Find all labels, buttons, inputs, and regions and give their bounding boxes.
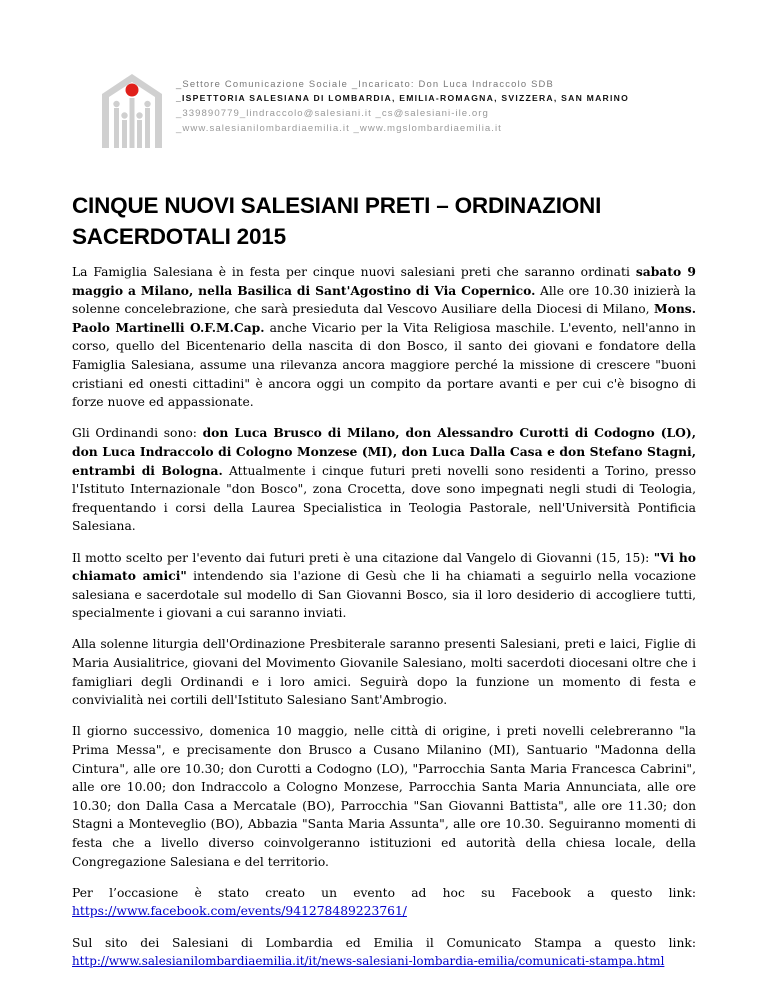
text-run: Per l’occasione è stato creato un evento ad hoc su Facebook a questo link:: [72, 885, 696, 900]
press-release-link[interactable]: http://www.salesianilombardiaemilia.it/it/news-salesiani-lombardia-emilia/comunicati-stampa.html: [72, 954, 665, 969]
document-body: [72, 263, 696, 983]
letterhead-contacts-line: _339890779_lindraccolo@salesiani.it _cs@salesiani-ile.org: [176, 108, 489, 119]
text-run: intendendo sia l'azione di Gesù che li ha chiamati a seguirlo nella vocazione salesiana e sacerdotale sul modello di San Giovanni Bosco, sia il loro desiderio di accogliere tutti, specialmente i giovani a cui saranno inviati.: [72, 569, 696, 621]
letterhead-websites-line: _www.salesianilombardiaemilia.it _www.mgslombardiaemilia.it: [176, 123, 502, 134]
text-run: Alla solenne liturgia dell'Ordinazione Presbiterale saranno presenti Salesiani, preti e laici, Figlie di Maria Ausialitrice, giovani del Movimento Giovanile Salesiano, molti sacerdoti diocesani oltre che i famigliari degli Ordinandi e i loro amici. Seguirà dopo la funzione un momento di festa e convivialità nei cortili dell'Istituto Salesiano Sant'Ambrogio.: [72, 637, 696, 708]
text-run: anche Vicario per la Vita Religiosa maschile. L'evento, nell'anno in corso, quello del Bicentenario della nascita di don Bosco, il santo dei giovani e fondatore della Famiglia Salesiana, assume una rilevanza ancora maggiore perché la missione di crescere "buoni cristiani ed onesti cittadini" è ancora oggi un compito da portare avanti e per cui c'è bisogno di forze nuove ed appassionate.: [72, 320, 696, 410]
letterhead: [100, 68, 680, 148]
paragraph-liturgy: [72, 635, 696, 709]
text-run: Il giorno successivo, domenica 10 maggio, nelle città di origine, i preti novelli celebreranno "la Prima Messa", e precisamente don Brusco a Cusano Milanino (MI), Santuario "Madonna della Cintura", alle ore 10.30; don Curotti a Codogno (LO), "Parrocchia Santa Maria Francesca Cabrini", alle ore 10.00; don Indraccolo a Cologno Monzese, Parrocchia Santa Maria Annunciata, alle ore 10.30; don Dalla Casa a Mercatale (BO), Parrocchia "San Giovanni Battista", alle ore 11.30; don Stagni a Monteveglio (BO), Abbazia "Santa Maria Assunta", alle ore 10.30. Seguiranno momenti di festa che a livello diverso coinvolgeranno istituzioni ed autorità della chiesa locale, della Congregazione Salesiana e del territorio.: [72, 724, 696, 869]
letterhead-province-line: _ISPETTORIA SALESIANA DI LOMBARDIA, EMILIA-ROMAGNA, SVIZZERA, SAN MARINO: [176, 93, 630, 103]
letterhead-office-line: _Settore Comunicazione Sociale _Incaricato: Don Luca Indraccolo SDB: [176, 78, 554, 89]
paragraph-first-mass: [72, 722, 696, 871]
paragraph-intro: [72, 263, 696, 412]
document-title: [72, 190, 672, 252]
bold-run: sabato 9 maggio a Milano, nella Basilica di Sant'Agostino di Via Copernico.: [72, 264, 696, 298]
text-run: Il motto scelto per l'evento dai futuri preti è una citazione dal Vangelo di Giovanni (15, 15):: [72, 550, 654, 565]
paragraph-motto: [72, 549, 696, 623]
paragraph-ordinands: [72, 424, 696, 536]
bold-run: don Luca Brusco di Milano, don Alessandro Curotti di Codogno (LO), don Luca Indraccolo di Cologno Monzese (MI), don Luca Dalla Casa e don Stefano Stagni, entrambi di Bologna.: [72, 425, 696, 478]
text-run: Alle ore 10.30 inizierà la solenne concelebrazione, che sarà presieduta dal Vescovo Ausiliare della Diocesi di Milano,: [72, 283, 696, 317]
text-run: Attualmente i cinque futuri preti novelli sono residenti a Torino, presso l'Istituto Internazionale "don Bosco", zona Crocetta, dove sono impegnati negli studi di Teologia, frequentando i corsi della Laurea Specialistica in Teologia Pastorale, nell'Università Pontificia Salesiana.: [72, 463, 696, 534]
bold-run: "Vi ho chiamato amici": [72, 549, 696, 584]
title-line-1: CINQUE NUOVI SALESIANI PRETI – ORDINAZIONI: [72, 193, 602, 218]
paragraph-website: [72, 934, 696, 971]
paragraph-facebook: [72, 884, 696, 921]
text-run: Gli Ordinandi sono:: [72, 426, 203, 441]
title-line-2: SACERDOTALI 2015: [72, 224, 286, 249]
facebook-event-link[interactable]: https://www.facebook.com/events/941278489223761/: [72, 904, 407, 919]
text-run: La Famiglia Salesiana è in festa per cinque nuovi salesiani preti che saranno ordinati: [72, 265, 636, 279]
bold-run: Mons. Paolo Martinelli O.F.M.Cap.: [72, 301, 696, 335]
text-run: Sul sito dei Salesiani di Lombardia ed Emilia il Comunicato Stampa a questo link:: [72, 935, 696, 950]
salesian-logo-icon: [100, 68, 164, 148]
